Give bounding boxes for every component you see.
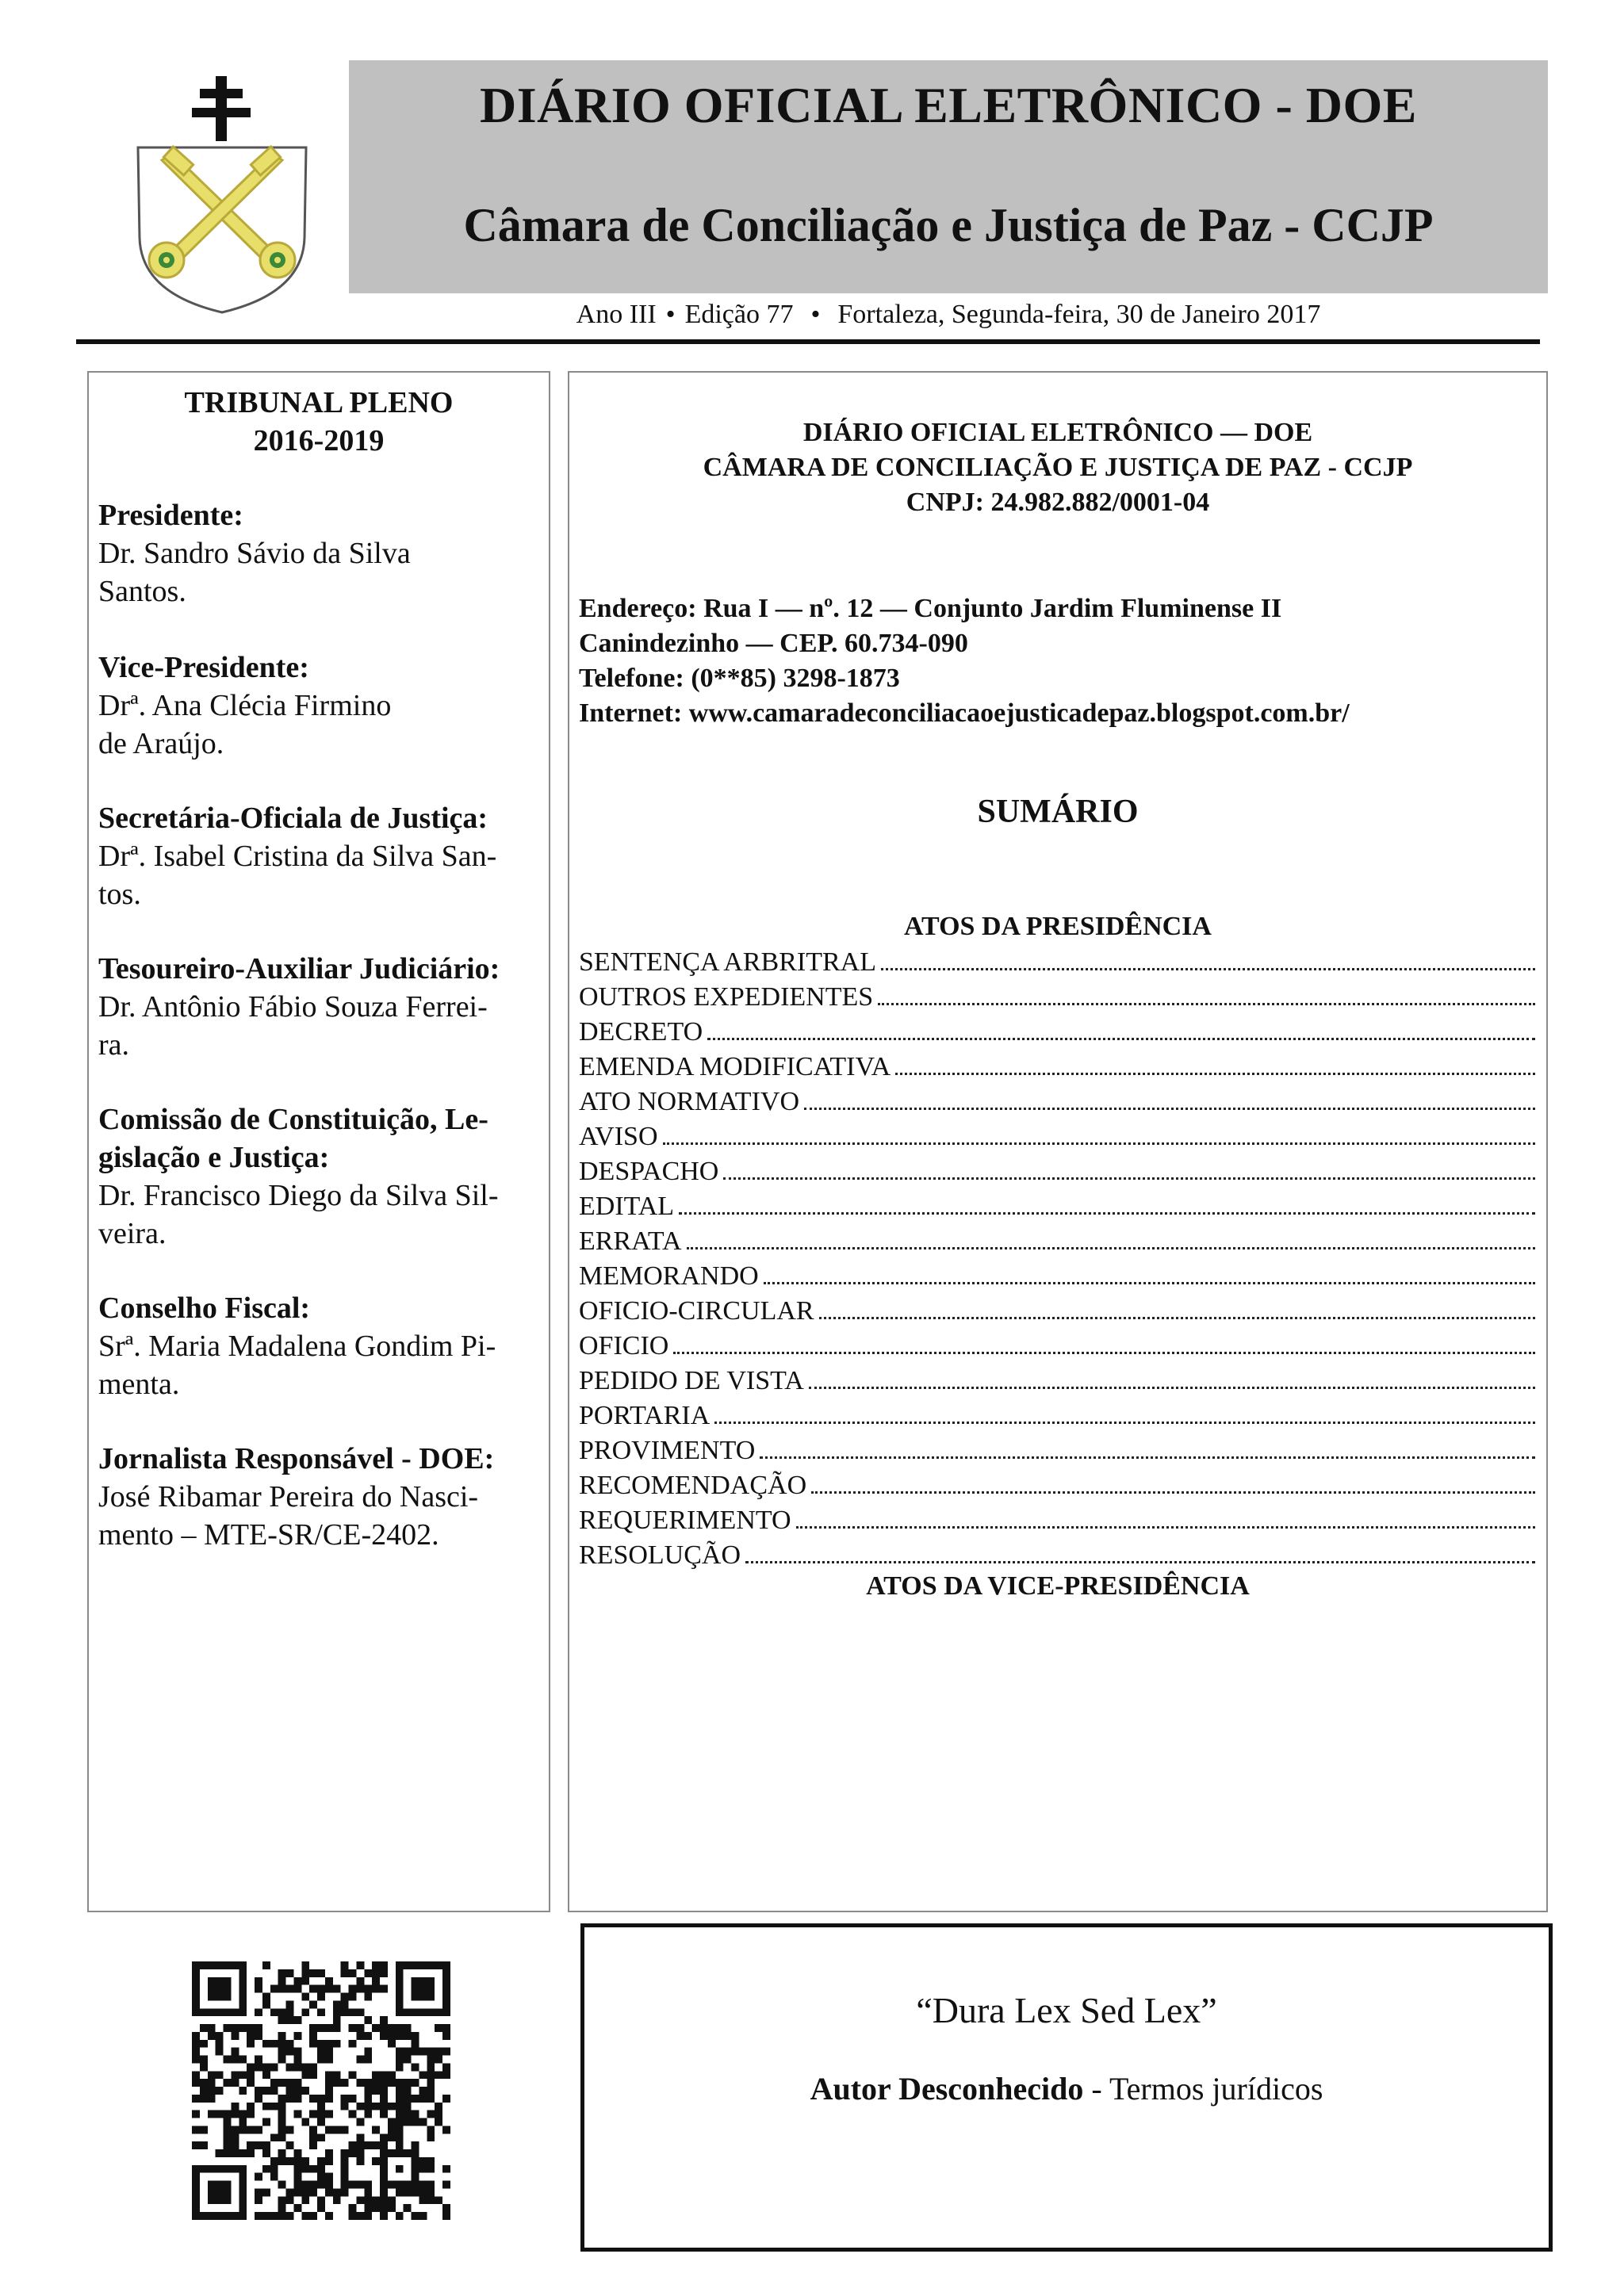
toc-dot-leader [760, 1456, 1535, 1459]
member-role: Vice-Presidente: [98, 651, 309, 684]
toc-entry-label: AVISO [579, 1122, 658, 1151]
toc-dot-leader [707, 1038, 1535, 1040]
member-name-line: de Araújo. [98, 727, 224, 760]
address-line: Endereço: Rua I — nº. 12 — Conjunto Jardim Fluminense II [579, 594, 1282, 623]
toc-entry [579, 1154, 1535, 1189]
member-name-line: Dr. Antônio Fábio Souza Ferrei- [98, 990, 488, 1024]
quote-source: Termos jurídicos [1109, 2071, 1323, 2107]
toc-dot-leader [663, 1142, 1535, 1145]
org-cnpj: CNPJ: 24.982.882/0001-04 [906, 488, 1210, 517]
member-role: Presidente: [98, 499, 243, 532]
toc-entry-label: ATO NORMATIVO [579, 1087, 799, 1116]
toc-entry-label: OFICIO [579, 1331, 669, 1360]
toc-dot-leader [881, 968, 1535, 970]
toc-entry [579, 1503, 1535, 1538]
sidebar-heading [89, 384, 549, 460]
toc-dot-leader [819, 1317, 1535, 1319]
website-line: Internet: www.camaradeconciliacaoejusticadepaz.blogspot.com.br/ [579, 698, 1350, 728]
member-name-line: tos. [98, 878, 141, 911]
sidebar-heading-title: TRIBUNAL PLENO [184, 386, 454, 419]
sumario-title: SUMÁRIO [977, 794, 1139, 830]
quote-separator: - [1083, 2071, 1110, 2107]
member-name-line: mento – MTE-SR/CE-2402. [98, 1518, 439, 1552]
bullet-separator: • [810, 300, 821, 329]
member-tesoureiro [98, 950, 550, 1064]
toc-entry [579, 1364, 1535, 1399]
toc-entry-label: REQUERIMENTO [579, 1506, 791, 1535]
toc-dot-leader [679, 1212, 1535, 1215]
member-name-line: Santos. [98, 575, 186, 608]
phone-line: Telefone: (0**85) 3298-1873 [579, 664, 900, 693]
toc-entry [579, 1468, 1535, 1503]
member-name-line: Dr. Francisco Diego da Silva Sil- [98, 1179, 499, 1212]
org-line: CÂMARA DE CONCILIAÇÃO E JUSTIÇA DE PAZ - CCJP [703, 453, 1413, 482]
toc-entry-label: MEMORANDO [579, 1261, 759, 1291]
toc-entry-label: OUTROS EXPEDIENTES [579, 982, 874, 1012]
toc-entry-label: DECRETO [579, 1017, 703, 1047]
issue-edition: Edição 77 [684, 300, 794, 329]
toc-entry-label: DESPACHO [579, 1157, 719, 1186]
atos-presidencia-title: ATOS DA PRESIDÊNCIA [904, 912, 1212, 941]
quote-author: Autor Desconhecido [810, 2071, 1084, 2107]
toc-dot-leader [723, 1177, 1535, 1180]
member-conselho-fiscal [98, 1289, 550, 1403]
toc-entry [579, 1294, 1535, 1329]
toc-dot-leader [714, 1422, 1535, 1424]
toc-entry [579, 1050, 1535, 1085]
header-divider [76, 339, 1540, 344]
member-name-line: Drª. Isabel Cristina da Silva San- [98, 840, 497, 873]
bullet-separator: • [665, 300, 676, 329]
member-jornalista [98, 1440, 550, 1554]
toc-entry [579, 1259, 1535, 1294]
issue-line [349, 300, 1548, 330]
toc-entry [579, 1538, 1535, 1573]
member-role: gislação e Justiça: [98, 1141, 330, 1174]
toc-entry [579, 1329, 1535, 1364]
quote-attribution [584, 2070, 1549, 2107]
toc-entry-label: RESOLUÇÃO [579, 1540, 741, 1570]
member-secretaria [98, 799, 550, 913]
member-name-line: veira. [98, 1217, 167, 1250]
org-info [569, 415, 1546, 520]
member-name-line: menta. [98, 1368, 180, 1401]
toc-entry [579, 1433, 1535, 1468]
member-name-line: José Ribamar Pereira do Nasci- [98, 1480, 479, 1513]
member-role: Conselho Fiscal: [98, 1292, 311, 1325]
address-line: Canindezinho — CEP. 60.734-090 [579, 629, 968, 658]
table-of-contents [579, 945, 1535, 1573]
crest-shield-keys-icon [127, 71, 317, 317]
toc-dot-leader [687, 1247, 1535, 1249]
journal-subtitle: Câmara de Conciliação e Justiça de Paz - CCJP [463, 199, 1434, 251]
toc-dot-leader [895, 1073, 1535, 1075]
quote-text: “Dura Lex Sed Lex” [916, 1990, 1217, 2030]
toc-entry-label: OFICIO-CIRCULAR [579, 1296, 814, 1326]
qr-code-icon [192, 1961, 450, 2220]
toc-entry-label: SENTENÇA ARBRITRAL [579, 947, 876, 977]
contact-info [579, 591, 1350, 731]
summary-box [568, 371, 1548, 1912]
member-name-line: ra. [98, 1028, 130, 1062]
toc-dot-leader [809, 1387, 1535, 1389]
title-banner [349, 60, 1548, 293]
sidebar-heading-term: 2016-2019 [253, 424, 385, 457]
toc-entry-label: ERRATA [579, 1226, 682, 1256]
issue-place-date: Fortaleza, Segunda-feira, 30 de Janeiro 2017 [837, 300, 1321, 329]
member-role: Jornalista Responsável - DOE: [98, 1442, 495, 1475]
member-role: Tesoureiro-Auxiliar Judiciário: [98, 952, 500, 985]
toc-entry-label: EMENDA MODIFICATIVA [579, 1052, 891, 1081]
toc-dot-leader [804, 1108, 1535, 1110]
toc-entry-label: PEDIDO DE VISTA [579, 1366, 804, 1395]
member-name-line: Dr. Sandro Sávio da Silva [98, 537, 411, 570]
toc-entry-label: PORTARIA [579, 1401, 710, 1430]
toc-entry [579, 1399, 1535, 1433]
toc-entry [579, 945, 1535, 980]
member-role: Secretária-Oficiala de Justiça: [98, 802, 488, 835]
toc-entry-label: RECOMENDAÇÃO [579, 1471, 807, 1500]
toc-dot-leader [673, 1352, 1535, 1354]
toc-entry [579, 1189, 1535, 1224]
member-name-line: Drª. Ana Clécia Firmino [98, 689, 392, 722]
toc-dot-leader [796, 1526, 1535, 1529]
member-comissao [98, 1100, 550, 1253]
toc-entry [579, 1085, 1535, 1119]
toc-dot-leader [764, 1282, 1535, 1284]
toc-dot-leader [745, 1561, 1535, 1563]
org-line: DIÁRIO OFICIAL ELETRÔNICO — DOE [802, 418, 1313, 447]
board-sidebar [87, 371, 550, 1912]
toc-entry [579, 1015, 1535, 1050]
member-presidente [98, 496, 550, 610]
toc-entry [579, 1119, 1535, 1154]
toc-dot-leader [878, 1003, 1535, 1005]
member-vice-presidente [98, 649, 550, 763]
toc-entry-label: PROVIMENTO [579, 1436, 756, 1465]
member-role: Comissão de Constituição, Le- [98, 1103, 488, 1136]
toc-entry [579, 980, 1535, 1015]
issue-year: Ano III [576, 300, 657, 329]
toc-entry-label: EDITAL [579, 1192, 675, 1221]
toc-entry [579, 1224, 1535, 1259]
member-name-line: Srª. Maria Madalena Gondim Pi- [98, 1330, 496, 1363]
journal-title: DIÁRIO OFICIAL ELETRÔNICO - DOE [480, 77, 1417, 133]
atos-vice-presidencia-title: ATOS DA VICE-PRESIDÊNCIA [866, 1571, 1250, 1601]
toc-dot-leader [811, 1491, 1535, 1494]
quote-box [580, 1923, 1553, 2252]
